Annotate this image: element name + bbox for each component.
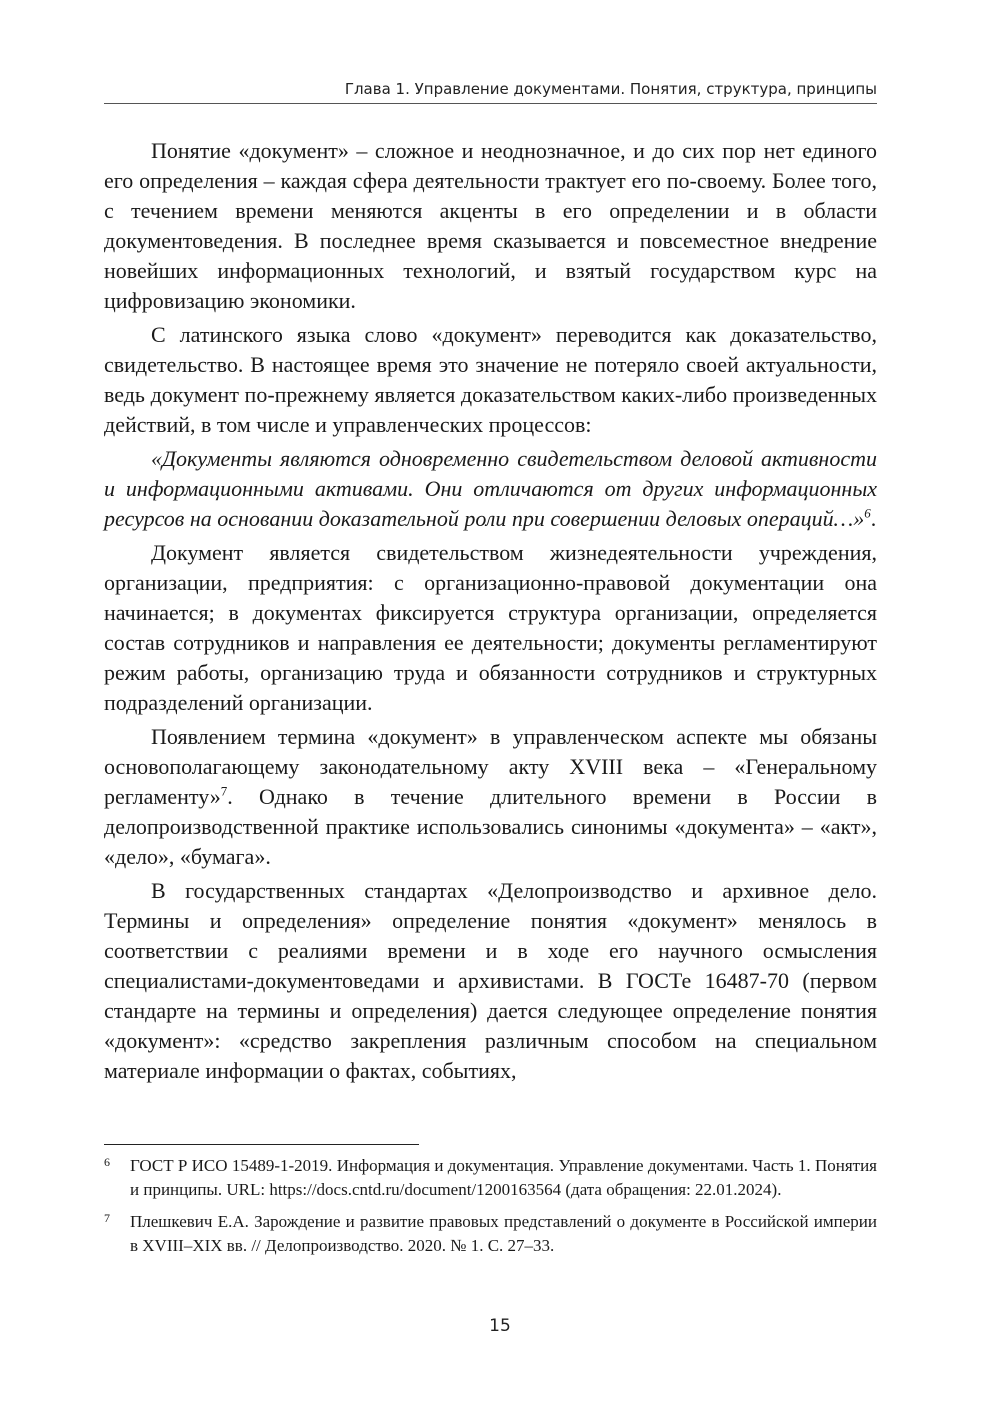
paragraph-3-quote [104,444,877,534]
footnote-6 [104,1154,877,1202]
footnote-text: ГОСТ Р ИСО 15489-1-2019. Информация и документация. Управление документами. Часть 1. Понятия и принципы. URL: https://docs.cntd.ru/document/1200163564 (дата обращения: 22.01.2024). [130,1156,877,1199]
paragraph-5-start: Появлением термина «документ» в управленческом аспекте мы обязаны основополагающему законодательному акту XVIII века – «Генеральному регламенту» [104,724,877,809]
quote-text: «Документы являются одновременно свидетельством деловой активности и информационными активами. Они отличаются от других информационных ресурсов на основании доказательной роли при совершении деловых операций…» [104,446,877,531]
paragraph-6: В государственных стандартах «Делопроизводство и архивное дело. Термины и определения» определение понятия «документ» менялось в соответствии с реалиями времени и в ходе его научного осмысления специалистами-документоведами и архивистами. В ГОСТе 16487-70 (первом стандарте на термины и определения) дается следующее определение понятия «документ»: «средство закрепления различным способом на специальном материале информации о фактах, событиях, [104,878,877,1083]
paragraph-4: Документ является свидетельством жизнедеятельности учреждения, организации, предприятия: с организационно-правовой документации она начинается; в документах фиксируется структура организации, определяется состав сотрудников и направления ее деятельности; документы регламентируют режим работы, организацию труда и обязанности сотрудников и структурных подразделений организации. [104,540,877,715]
paragraph-1: Понятие «документ» – сложное и неоднозначное, и до сих пор нет единого его определения – каждая сфера деятельности трактует его по-своему. Более того, с течением времени меняются акценты в его определении и в области документоведения. В последнее время сказывается и повсеместное внедрение новейших информационных технологий, и взятый государством курс на цифровизацию экономики. [104,138,877,313]
footnote-number: 6 [104,1155,110,1169]
page-number: 15 [489,1316,511,1336]
running-header: Глава 1. Управление документами. Понятия, структура, принципы [344,80,877,98]
paragraph-2: С латинского языка слово «документ» переводится как доказательство, свидетельство. В настоящее время это значение не потеряло своей актуальности, ведь документ по-прежнему является доказательством каких-либо произведенных действий, в том числе и управленческих процессов: [104,322,877,437]
footnote-divider [104,1144,419,1145]
footnote-text: Плешкевич Е.А. Зарождение и развитие правовых представлений о документе в Российской империи в XVIII–XIX вв. // Делопроизводство. 2020. № 1. С. 27–33. [130,1212,877,1255]
footnote-ref-6[interactable]: 6 [864,505,871,521]
paragraph-5 [104,722,877,872]
footnote-number: 7 [104,1211,110,1225]
footnotes [104,1154,877,1266]
footnote-7 [104,1210,877,1258]
quote-end: . [870,506,877,531]
header-divider [104,103,877,104]
main-text [104,136,877,1090]
footnote-ref-7[interactable]: 7 [220,783,228,799]
paragraph-5-end: . Однако в течение длительного времени в России в делопроизводственной практике использовались синонимы «документа» – «акт», «дело», «бумага». [104,784,877,869]
